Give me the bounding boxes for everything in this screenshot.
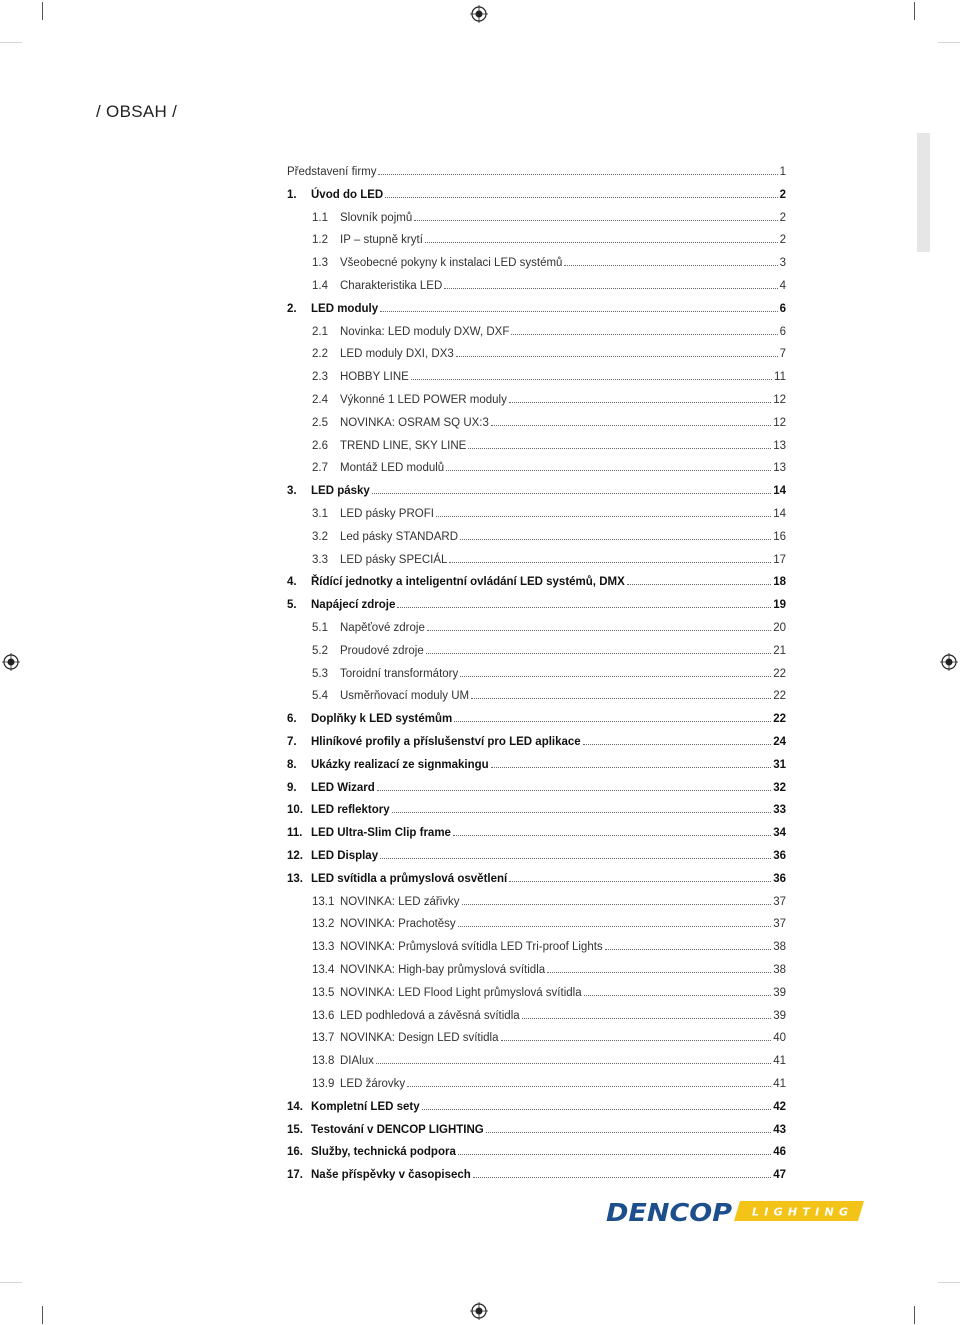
toc-leader-dots: [456, 355, 778, 357]
toc-page-number: 36: [773, 872, 786, 885]
toc-page-number: 38: [773, 964, 786, 976]
toc-title: LED pásky SPECIÁL: [340, 553, 448, 566]
toc-leader-dots: [473, 1176, 771, 1178]
toc-row[interactable]: [287, 907, 786, 930]
toc-row[interactable]: [287, 634, 786, 657]
toc-page-number: 2: [779, 211, 786, 224]
toc-number: 13.: [287, 872, 303, 885]
toc-page-number: 32: [773, 781, 786, 794]
toc-number: 13.1: [312, 895, 335, 908]
toc-title: NOVINKA: OSRAM SQ UX:3: [340, 416, 489, 429]
toc-title: Ukázky realizací ze signmakingu: [311, 758, 489, 771]
toc-row[interactable]: [287, 725, 786, 748]
toc-row[interactable]: [287, 953, 786, 976]
toc-title: LED pásky PROFI: [340, 508, 434, 520]
toc-leader-dots: [407, 1085, 771, 1087]
crop-line-top-left: [0, 42, 22, 43]
toc-page-number: 34: [773, 827, 786, 840]
toc-title: Novinka: LED moduly DXW, DXF: [340, 325, 510, 338]
toc-leader-dots: [378, 173, 777, 175]
toc-leader-dots: [522, 1017, 772, 1019]
toc-leader-dots: [627, 583, 771, 585]
logo-brand-text: DENCOP: [606, 1199, 732, 1224]
toc-number: 2.1: [312, 325, 328, 338]
toc-row[interactable]: [287, 976, 786, 999]
toc-page-number: 21: [773, 644, 786, 657]
toc-page-number: 41: [773, 1078, 786, 1090]
toc-row[interactable]: [287, 1067, 786, 1090]
toc-page-number: 22: [773, 667, 786, 680]
toc-page-number: 40: [773, 1032, 786, 1045]
toc-title: LED reflektory: [311, 804, 390, 817]
side-tab-marker: [917, 133, 930, 252]
toc-number: 11.: [287, 827, 303, 840]
toc-page-number: 16: [773, 530, 786, 543]
toc-number: 2.4: [312, 394, 328, 406]
toc-row[interactable]: [287, 1021, 786, 1044]
toc-number: 12.: [287, 850, 303, 862]
toc-number: 17.: [287, 1169, 303, 1182]
toc-title: HOBBY LINE: [340, 371, 409, 384]
toc-leader-dots: [454, 720, 771, 722]
toc-row[interactable]: [287, 406, 786, 429]
toc-number: 5.: [287, 599, 297, 612]
toc-row[interactable]: [287, 315, 786, 338]
toc-number: 1.2: [312, 234, 328, 247]
toc-row[interactable]: [287, 1044, 786, 1067]
toc-row[interactable]: [287, 565, 786, 588]
toc-leader-dots: [414, 219, 777, 221]
toc-title: LED podhledová a závěsná svítidla: [340, 1009, 520, 1022]
toc-row[interactable]: [287, 1158, 786, 1181]
registration-target-icon: [470, 1302, 488, 1320]
toc-number: 10.: [287, 804, 303, 817]
toc-title: Led pásky STANDARD: [340, 530, 459, 543]
toc-leader-dots: [511, 333, 777, 335]
toc-number: 15.: [287, 1123, 303, 1136]
toc-number: 2.6: [312, 439, 328, 452]
registration-target-icon: [470, 5, 488, 23]
toc-leader-dots: [583, 743, 772, 745]
toc-row[interactable]: [287, 246, 786, 269]
toc-page-number: 13: [773, 462, 786, 475]
toc-title: Výkonné 1 LED POWER moduly: [340, 394, 507, 406]
toc-number: 13.6: [312, 1009, 335, 1022]
toc-row[interactable]: [287, 223, 786, 246]
toc-page-number: 38: [773, 941, 786, 954]
toc-row[interactable]: [287, 748, 786, 771]
toc-leader-dots: [411, 378, 772, 380]
toc-row[interactable]: [287, 337, 786, 360]
toc-leader-dots: [501, 1039, 772, 1041]
toc-number: 2.7: [312, 462, 328, 475]
toc-row[interactable]: [287, 1090, 786, 1113]
toc-leader-dots: [509, 880, 771, 882]
toc-page-number: 12: [773, 394, 786, 406]
toc-leader-dots: [471, 697, 771, 699]
toc-leader-dots: [397, 606, 771, 608]
toc-title: Proudové zdroje: [340, 644, 424, 657]
toc-title: Usměrňovací moduly UM: [340, 690, 470, 703]
toc-number: 8.: [287, 758, 297, 771]
toc-leader-dots: [605, 948, 772, 950]
toc-leader-dots: [458, 1153, 771, 1155]
crop-mark-bottom-left: [42, 1306, 43, 1324]
toc-title: TREND LINE, SKY LINE: [340, 439, 467, 452]
toc-title: LED Ultra-Slim Clip frame: [311, 827, 451, 840]
toc-number: 3.2: [312, 530, 328, 543]
toc-number: 1.4: [312, 280, 328, 292]
toc-row[interactable]: [287, 702, 786, 725]
toc-row[interactable]: [287, 1113, 786, 1136]
toc-leader-dots: [486, 1131, 771, 1133]
toc-leader-dots: [491, 766, 772, 768]
toc-page-number: 39: [773, 986, 786, 999]
toc-page-number: 24: [773, 736, 786, 748]
toc-row[interactable]: [287, 862, 786, 885]
page-title: / OBSAH /: [96, 102, 178, 121]
toc-page-number: 41: [773, 1055, 786, 1068]
toc-page-number: 43: [773, 1123, 786, 1136]
toc-row[interactable]: [287, 451, 786, 474]
toc-page-number: 36: [773, 850, 786, 862]
registration-target-icon: [2, 653, 20, 671]
toc-title: LED moduly DXI, DX3: [340, 348, 454, 361]
toc-leader-dots: [564, 264, 777, 266]
toc-page-number: 31: [773, 758, 786, 771]
toc-page-number: 12: [773, 416, 786, 429]
toc-page-number: 14: [773, 485, 786, 498]
toc-page-number: 3: [779, 257, 786, 270]
toc-row[interactable]: [287, 201, 786, 224]
toc-title: Řídící jednotky a inteligentní ovládání LED systémů, DMX: [311, 576, 625, 589]
toc-row[interactable]: [287, 793, 786, 816]
toc-number: 3.1: [312, 508, 328, 520]
toc-page-number: 17: [773, 553, 786, 566]
toc-leader-dots: [584, 994, 772, 996]
toc-leader-dots: [372, 492, 771, 494]
toc-number: 6.: [287, 713, 297, 726]
toc-leader-dots: [444, 287, 777, 289]
toc-title: Charakteristika LED: [340, 280, 443, 292]
toc-row[interactable]: [287, 474, 786, 497]
toc-title: NOVINKA: High-bay průmyslová svítidla: [340, 964, 546, 976]
toc-row[interactable]: [287, 999, 786, 1022]
toc-row[interactable]: [287, 839, 786, 862]
toc-page-number: 6: [779, 325, 786, 338]
toc-page-number: 22: [773, 690, 786, 703]
toc-number: 13.5: [312, 986, 335, 999]
toc-title: NOVINKA: Design LED svítidla: [340, 1032, 499, 1045]
toc-number: 2.: [287, 302, 297, 315]
toc-number: 7.: [287, 736, 297, 748]
toc-number: 5.3: [312, 667, 328, 680]
toc-number: 13.9: [312, 1078, 335, 1090]
toc-title: LED moduly: [311, 302, 379, 315]
toc-title: LED svítidla a průmyslová osvětlení: [311, 872, 508, 885]
toc-number: 16.: [287, 1146, 303, 1159]
toc-leader-dots: [376, 1062, 771, 1064]
toc-leader-dots: [460, 538, 771, 540]
toc-title: Služby, technická podpora: [311, 1146, 456, 1159]
toc-number: 2.2: [312, 348, 328, 361]
toc-title: IP – stupně krytí: [340, 234, 423, 247]
toc-leader-dots: [380, 857, 771, 859]
toc-number: 1.: [287, 188, 297, 201]
toc-leader-dots: [509, 401, 771, 403]
toc-page-number: 14: [773, 508, 786, 520]
toc-leader-dots: [436, 515, 771, 517]
toc-row[interactable]: [287, 679, 786, 702]
toc-title: LED Display: [311, 850, 379, 862]
toc-leader-dots: [449, 561, 771, 563]
toc-number: 14.: [287, 1100, 303, 1113]
toc-page-number: 47: [773, 1169, 786, 1182]
toc-row[interactable]: [287, 611, 786, 634]
toc-row[interactable]: [287, 383, 786, 406]
toc-page-number: 2: [779, 188, 786, 201]
toc-title: Napěťové zdroje: [340, 622, 425, 634]
toc-row[interactable]: [287, 292, 786, 315]
toc-leader-dots: [425, 241, 778, 243]
toc-title: Naše příspěvky v časopisech: [311, 1169, 471, 1182]
toc-row[interactable]: [287, 657, 786, 680]
toc-leader-dots: [427, 629, 771, 631]
toc-title: LED Wizard: [311, 781, 375, 794]
toc-title: NOVINKA: Prachotěsy: [340, 918, 456, 931]
toc-leader-dots: [422, 1108, 772, 1110]
toc-page-number: 46: [773, 1146, 786, 1159]
toc-leader-dots: [385, 196, 777, 198]
toc-page-number: 13: [773, 439, 786, 452]
toc-page-number: 1: [779, 166, 786, 178]
toc-leader-dots: [380, 310, 778, 312]
toc-page-number: 19: [773, 599, 786, 612]
toc-number: 1.1: [312, 211, 328, 224]
toc-number: 3.: [287, 485, 297, 498]
toc-number: 4.: [287, 576, 297, 589]
toc-leader-dots: [547, 971, 771, 973]
toc-number: 5.4: [312, 690, 328, 703]
toc-page-number: 37: [773, 918, 786, 931]
toc-title: LED žárovky: [340, 1078, 406, 1090]
toc-leader-dots: [491, 424, 771, 426]
toc-row[interactable]: [287, 543, 786, 566]
toc-title: Kompletní LED sety: [311, 1100, 420, 1113]
toc-leader-dots: [458, 925, 772, 927]
toc-title: Hliníkové profily a příslušenství pro LED aplikace: [311, 736, 581, 748]
toc-page-number: 6: [779, 302, 786, 315]
toc-title: NOVINKA: LED Flood Light průmyslová svítidla: [340, 986, 582, 999]
toc-title: Montáž LED modulů: [340, 462, 445, 475]
toc-page-number: 39: [773, 1009, 786, 1022]
toc-number: 5.1: [312, 622, 328, 634]
toc-title: Všeobecné pokyny k instalaci LED systémů: [340, 257, 563, 270]
toc-row[interactable]: [287, 771, 786, 794]
toc-row[interactable]: [287, 360, 786, 383]
registration-target-icon: [940, 653, 958, 671]
toc-title: DIAlux: [340, 1055, 374, 1068]
toc-leader-dots: [468, 447, 771, 449]
toc-page-number: 33: [773, 804, 786, 817]
toc-leader-dots: [377, 789, 771, 791]
toc-row[interactable]: [287, 1135, 786, 1158]
toc-page-number: 2: [779, 234, 786, 247]
toc-leader-dots: [392, 811, 772, 813]
toc-leader-dots: [446, 469, 771, 471]
toc-leader-dots: [426, 652, 771, 654]
toc-row[interactable]: [287, 497, 786, 520]
toc-leader-dots: [453, 834, 771, 836]
toc-number: 9.: [287, 781, 297, 794]
toc-title: Toroidní transformátory: [340, 667, 459, 680]
logo-tagline-text: L I G H T I N G: [752, 1205, 848, 1219]
toc-title: Představení firmy: [287, 166, 377, 178]
toc-row[interactable]: [287, 269, 786, 292]
toc-page-number: 18: [773, 576, 786, 589]
toc-title: NOVINKA: LED zářivky: [340, 895, 460, 908]
toc-page-number: 37: [773, 895, 786, 908]
crop-mark-top-right: [914, 2, 915, 20]
toc-title: NOVINKA: Průmyslová svítidla LED Tri-proof Lights: [340, 941, 603, 954]
toc-number: 5.2: [312, 644, 328, 657]
toc-number: 13.8: [312, 1055, 335, 1068]
crop-line-bottom-right: [938, 1282, 960, 1283]
toc-leader-dots: [460, 675, 771, 677]
crop-mark-top-left: [42, 2, 43, 20]
toc-row[interactable]: [287, 816, 786, 839]
toc-title: Slovník pojmů: [340, 211, 413, 224]
crop-mark-bottom-right: [914, 1306, 915, 1324]
toc-page-number: 7: [779, 348, 786, 361]
toc-page-number: 22: [773, 713, 786, 726]
toc-row[interactable]: [287, 429, 786, 452]
toc-page-number: 11: [774, 371, 786, 384]
toc-row[interactable]: [287, 885, 786, 908]
toc-title: Doplňky k LED systémům: [311, 713, 453, 726]
toc-page-number: 20: [773, 622, 786, 634]
toc-page-number: 42: [773, 1100, 786, 1113]
toc-number: 2.3: [312, 371, 328, 384]
toc-row[interactable]: [287, 178, 786, 201]
toc-row[interactable]: [287, 930, 786, 953]
toc-number: 13.4: [312, 964, 335, 976]
toc-leader-dots: [462, 903, 772, 905]
toc-number: 13.3: [312, 941, 335, 954]
toc-number: 13.7: [312, 1032, 335, 1045]
toc-title: LED pásky: [311, 485, 370, 498]
toc-number: 3.3: [312, 553, 328, 566]
toc-title: Testování v DENCOP LIGHTING: [311, 1123, 484, 1136]
crop-line-bottom-left: [0, 1282, 22, 1283]
toc-page-number: 4: [779, 280, 786, 292]
dencop-lighting-logo: [606, 1199, 864, 1224]
crop-line-top-right: [938, 42, 960, 43]
toc-row[interactable]: [287, 155, 786, 178]
toc-title: Úvod do LED: [311, 188, 384, 201]
toc-number: 1.3: [312, 257, 328, 270]
toc-number: 13.2: [312, 918, 335, 931]
toc-row[interactable]: [287, 520, 786, 543]
toc-title: Napájecí zdroje: [311, 599, 396, 612]
toc-number: 2.5: [312, 416, 328, 429]
toc-row[interactable]: [287, 588, 786, 611]
